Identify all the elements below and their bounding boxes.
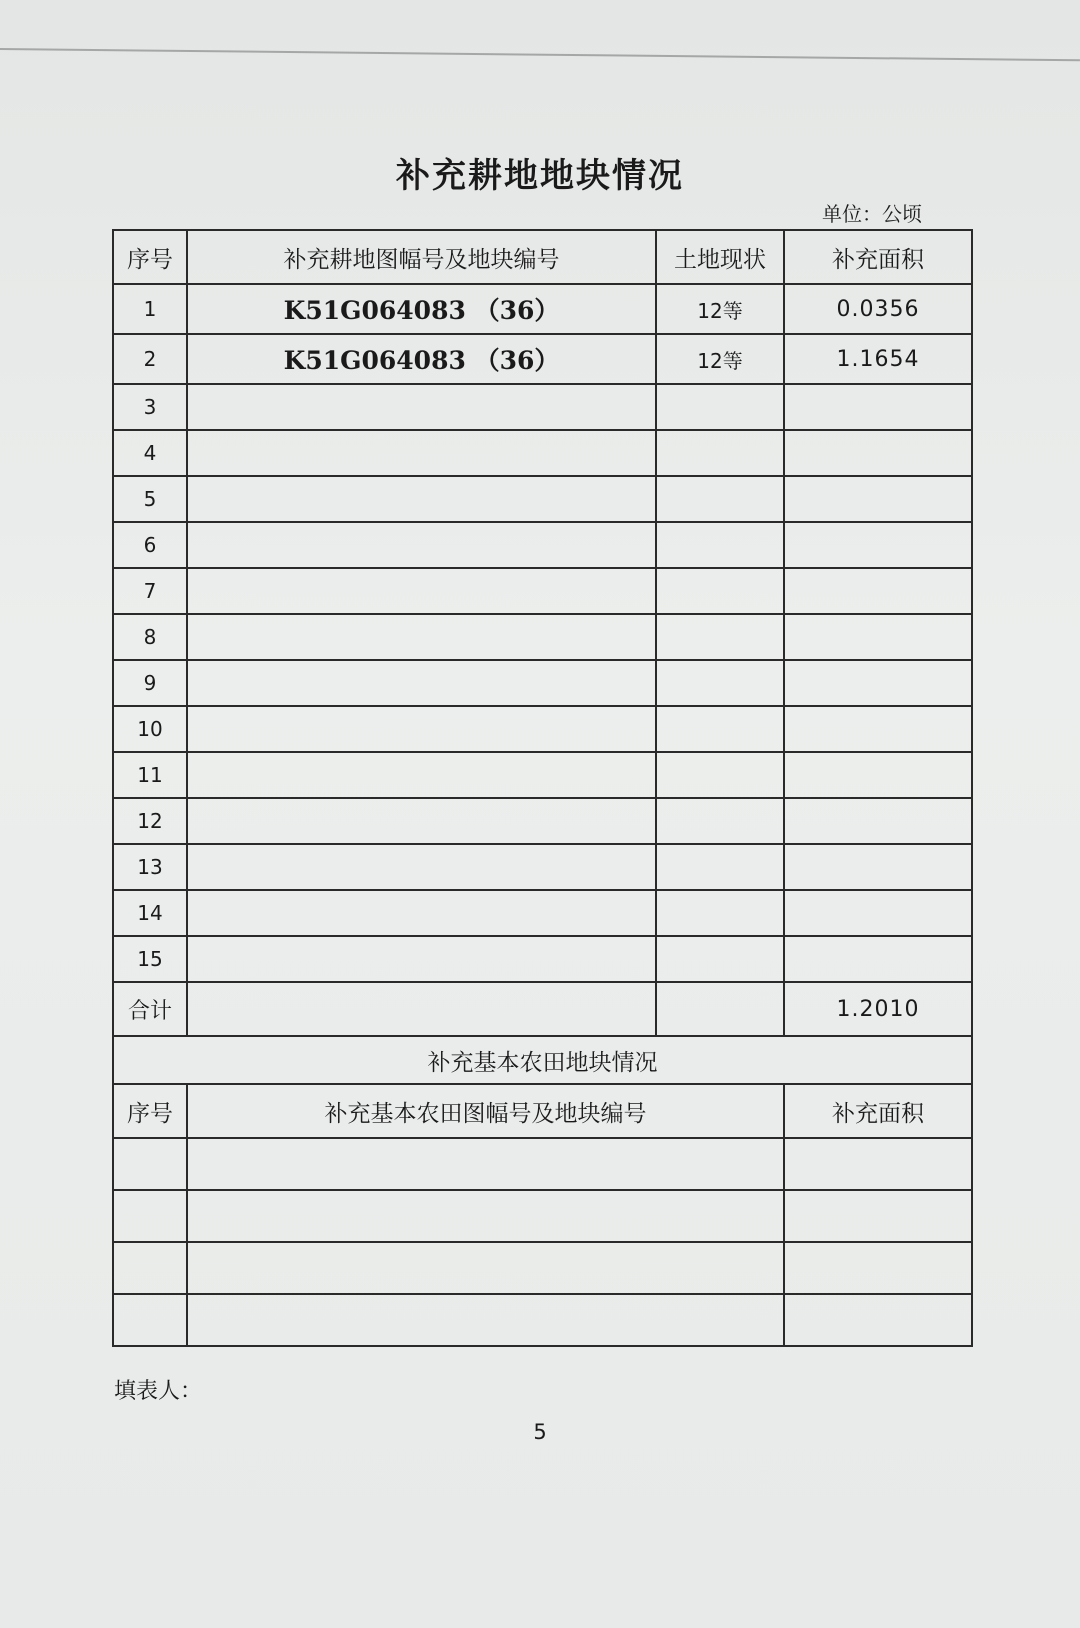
row-area — [784, 1242, 972, 1294]
row-area — [784, 384, 972, 430]
page-title: 补充耕地地块情况 — [396, 156, 684, 196]
row-code — [187, 476, 656, 522]
table-row — [113, 890, 972, 936]
table-row — [113, 936, 972, 982]
table-row — [113, 476, 972, 522]
header-code: 补充耕地图幅号及地块编号 — [187, 230, 656, 284]
row-number: 15 — [113, 936, 187, 982]
table-row — [113, 660, 972, 706]
farmland-table — [112, 229, 973, 1037]
total-row — [113, 982, 972, 1036]
table-row — [113, 1138, 972, 1190]
row-number: 10 — [113, 706, 187, 752]
table-row — [113, 384, 972, 430]
header-area: 补充面积 — [784, 1084, 972, 1138]
row-status — [656, 844, 784, 890]
row-number — [113, 1190, 187, 1242]
row-status — [656, 890, 784, 936]
row-code — [187, 614, 656, 660]
row-number: 14 — [113, 890, 187, 936]
row-area — [784, 1138, 972, 1190]
row-number: 13 — [113, 844, 187, 890]
row-area — [784, 752, 972, 798]
header-code: 补充基本农田图幅号及地块编号 — [187, 1084, 784, 1138]
row-area — [784, 660, 972, 706]
total-area: 1.2010 — [784, 982, 972, 1036]
row-status — [656, 522, 784, 568]
basic-farmland-table-header — [113, 1084, 972, 1138]
row-code — [187, 890, 656, 936]
row-area — [784, 1190, 972, 1242]
row-number: 9 — [113, 660, 187, 706]
table-row — [113, 706, 972, 752]
row-code — [187, 384, 656, 430]
row-number: 5 — [113, 476, 187, 522]
row-area — [784, 844, 972, 890]
row-code — [187, 1138, 784, 1190]
header-status: 土地现状 — [656, 230, 784, 284]
row-area — [784, 936, 972, 982]
basic-farmland-table — [112, 1035, 973, 1347]
row-area — [784, 614, 972, 660]
row-status: 12等 — [656, 284, 784, 334]
row-code — [187, 798, 656, 844]
row-area — [784, 706, 972, 752]
row-code — [187, 844, 656, 890]
row-code — [187, 1190, 784, 1242]
row-number: 2 — [113, 334, 187, 384]
row-area — [784, 890, 972, 936]
row-number: 4 — [113, 430, 187, 476]
row-status — [656, 384, 784, 430]
row-status — [656, 614, 784, 660]
row-area: 1.1654 — [784, 334, 972, 384]
table-row — [113, 798, 972, 844]
row-code — [187, 1242, 784, 1294]
section-title: 补充基本农田地块情况 — [113, 1036, 972, 1084]
row-status — [656, 660, 784, 706]
header-no: 序号 — [113, 1084, 187, 1138]
table-row — [113, 844, 972, 890]
unit-label: 单位：公顷 — [822, 202, 922, 226]
row-number: 7 — [113, 568, 187, 614]
row-code: K51G064083 （36） — [187, 284, 656, 334]
row-code — [187, 1294, 784, 1346]
table-row — [113, 284, 972, 334]
row-code — [187, 430, 656, 476]
table-row — [113, 334, 972, 384]
total-label: 合计 — [113, 982, 187, 1036]
table-row — [113, 1294, 972, 1346]
fold-line — [0, 48, 1080, 61]
row-number: 11 — [113, 752, 187, 798]
row-area — [784, 522, 972, 568]
row-status — [656, 798, 784, 844]
table-row — [113, 614, 972, 660]
row-area — [784, 568, 972, 614]
row-number — [113, 1294, 187, 1346]
table-row — [113, 1242, 972, 1294]
farmland-table-header — [113, 230, 972, 284]
row-code — [187, 936, 656, 982]
row-status — [656, 430, 784, 476]
row-code — [187, 706, 656, 752]
row-code: K51G064083 （36） — [187, 334, 656, 384]
row-number — [113, 1138, 187, 1190]
row-number: 12 — [113, 798, 187, 844]
row-number: 8 — [113, 614, 187, 660]
row-status — [656, 706, 784, 752]
row-number: 1 — [113, 284, 187, 334]
basic-farmland-section-row — [113, 1036, 972, 1084]
table-row — [113, 568, 972, 614]
row-number: 3 — [113, 384, 187, 430]
row-code — [187, 568, 656, 614]
filler-label: 填表人： — [114, 1379, 203, 1404]
row-area — [784, 430, 972, 476]
row-status — [656, 568, 784, 614]
row-area — [784, 476, 972, 522]
row-area — [784, 1294, 972, 1346]
row-code — [187, 660, 656, 706]
total-code-cell — [187, 982, 656, 1036]
row-area — [784, 798, 972, 844]
table-row — [113, 430, 972, 476]
row-number — [113, 1242, 187, 1294]
header-no: 序号 — [113, 230, 187, 284]
total-status-cell — [656, 982, 784, 1036]
row-code — [187, 752, 656, 798]
row-number: 6 — [113, 522, 187, 568]
row-status: 12等 — [656, 334, 784, 384]
page-number: 5 — [533, 1420, 547, 1444]
table-row — [113, 1190, 972, 1242]
row-area: 0.0356 — [784, 284, 972, 334]
table-row — [113, 522, 972, 568]
table-row — [113, 752, 972, 798]
header-area: 补充面积 — [784, 230, 972, 284]
row-status — [656, 936, 784, 982]
row-code — [187, 522, 656, 568]
row-status — [656, 752, 784, 798]
row-status — [656, 476, 784, 522]
